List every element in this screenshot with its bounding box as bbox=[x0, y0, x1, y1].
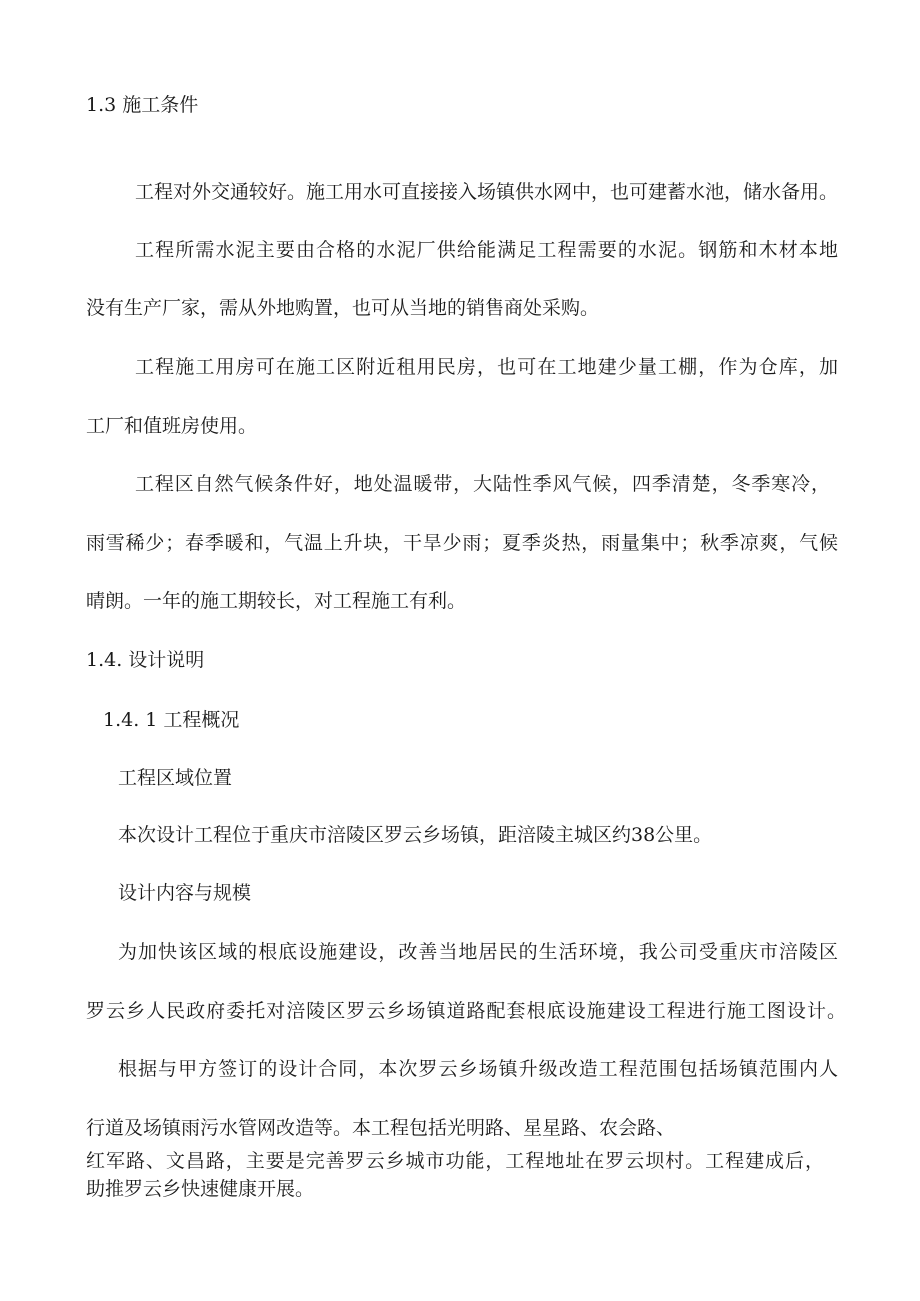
paragraph-housing-line2: 工厂和值班房使用。 bbox=[86, 415, 258, 437]
paragraph-traffic-water-line1: 工程对外交通较好。施工用水可直接接入场镇供水网中，也可建蓄水池，储水备用。 bbox=[135, 181, 839, 203]
subsection-title-location: 工程区域位置 bbox=[118, 767, 233, 789]
subsection-title-scope: 设计内容与规模 bbox=[118, 882, 252, 904]
section-heading-1-4: 1.4. 设计说明 bbox=[86, 649, 205, 671]
paragraph-location: 本次设计工程位于重庆市涪陵区罗云乡场镇，距涪陵主城区约38公里。 bbox=[118, 824, 713, 846]
paragraph-climate-line3: 晴朗。一年的施工期较长，对工程施工有利。 bbox=[86, 590, 467, 612]
paragraph-materials-line1: 工程所需水泥主要由合格的水泥厂供给能满足工程需要的水泥。钢筋和木材本地 bbox=[135, 239, 838, 261]
paragraph-materials-line2: 没有生产厂家，需从外地购置，也可从当地的销售商处采购。 bbox=[86, 297, 600, 319]
paragraph-contract-line4: 助推罗云乡快速健康开展。 bbox=[86, 1178, 315, 1200]
section-heading-1-3: 1.3 施工条件 bbox=[86, 94, 199, 116]
section-heading-1-4-1: 1.4. 1 工程概况 bbox=[103, 709, 240, 731]
paragraph-scope-line1: 为加快该区域的根底设施建设，改善当地居民的生活环境，我公司受重庆市涪陵区 bbox=[118, 941, 838, 963]
paragraph-climate-line2: 雨雪稀少；春季暖和，气温上升块，干旱少雨；夏季炎热，雨量集中；秋季凉爽，气候 bbox=[86, 532, 838, 554]
paragraph-scope-line2: 罗云乡人民政府委托对涪陵区罗云乡场镇道路配套根底设施建设工程进行施工图设计。 bbox=[86, 1000, 846, 1022]
paragraph-contract-line1: 根据与甲方签订的设计合同，本次罗云乡场镇升级改造工程范围包括场镇范围内人 bbox=[118, 1058, 838, 1080]
paragraph-contract-line2: 行道及场镇雨污水管网改造等。本工程包括光明路、星星路、农会路、 bbox=[86, 1117, 676, 1139]
paragraph-climate-line1: 工程区自然气候条件好，地处温暖带，大陆性季风气候，四季清楚，冬季寒冷， bbox=[135, 473, 830, 495]
paragraph-housing-line1: 工程施工用房可在施工区附近租用民房，也可在工地建少量工棚，作为仓库，加 bbox=[135, 356, 838, 378]
paragraph-contract-line3: 红军路、文昌路，主要是完善罗云乡城市功能，工程地址在罗云坝村。工程建成后， bbox=[86, 1150, 824, 1172]
